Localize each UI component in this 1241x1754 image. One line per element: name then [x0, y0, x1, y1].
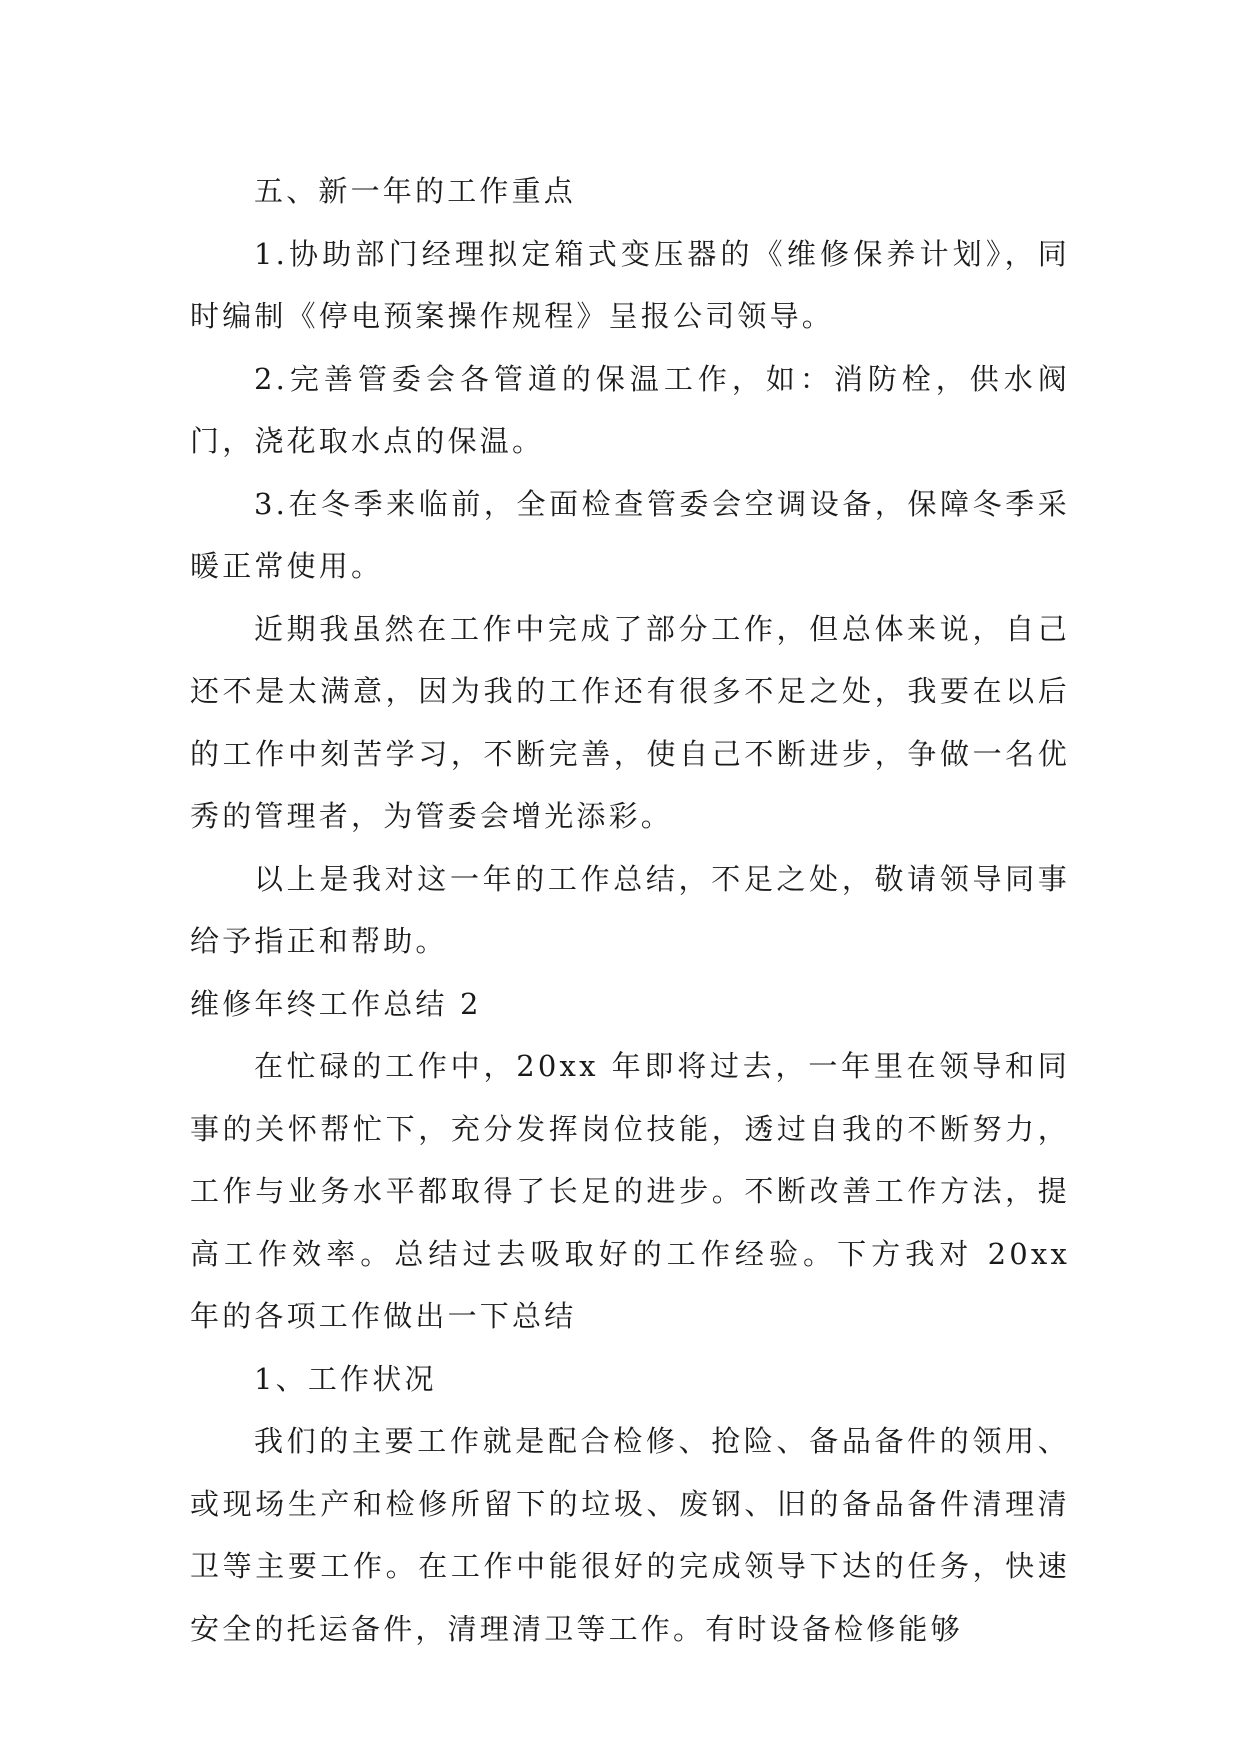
document-body — [190, 160, 1070, 1660]
paragraph-item-2: 2.完善管委会各管道的保温工作，如：消防栓，供水阀门，浇花取水点的保温。 — [190, 361, 1070, 458]
paragraph-closing: 以上是我对这一年的工作总结，不足之处，敬请领导同事给予指正和帮助。 — [190, 861, 1070, 958]
section-title: 维修年终工作总结 2 — [190, 986, 482, 1021]
paragraph-item-3: 3.在冬季来临前，全面检查管委会空调设备，保障冬季采暖正常使用。 — [190, 486, 1070, 583]
paragraph-item-1: 1.协助部门经理拟定箱式变压器的《维修保养计划》，同时编制《停电预案操作规程》呈报公司领导。 — [190, 236, 1070, 333]
paragraph-self-evaluation: 近期我虽然在工作中完成了部分工作，但总体来说，自己还不是太满意，因为我的工作还有很多不足之处，我要在以后的工作中刻苦学习，不断完善，使自己不断进步，争做一名优秀的管理者，为管委会增光添彩。 — [190, 611, 1070, 833]
paragraph-main-work: 我们的主要工作就是配合检修、抢险、备品备件的领用、或现场生产和检修所留下的垃圾、废钢、旧的备品备件清理清卫等主要工作。在工作中能很好的完成领导下达的任务，快速安全的托运备件，清理清卫等工作。有时设备检修能够 — [190, 1424, 1070, 1646]
paragraph-intro: 在忙碌的工作中，20xx 年即将过去，一年里在领导和同事的关怀帮忙下，充分发挥岗位技能，透过自我的不断努力，工作与业务水平都取得了长足的进步。不断改善工作方法，提高工作效率。总结过去吸取好的工作经验。下方我对 20xx 年的各项工作做出一下总结 — [190, 1049, 1070, 1333]
subheading-work-status: 1、工作状况 — [254, 1361, 437, 1396]
section-heading-new-year-focus: 五、新一年的工作重点 — [254, 174, 577, 208]
